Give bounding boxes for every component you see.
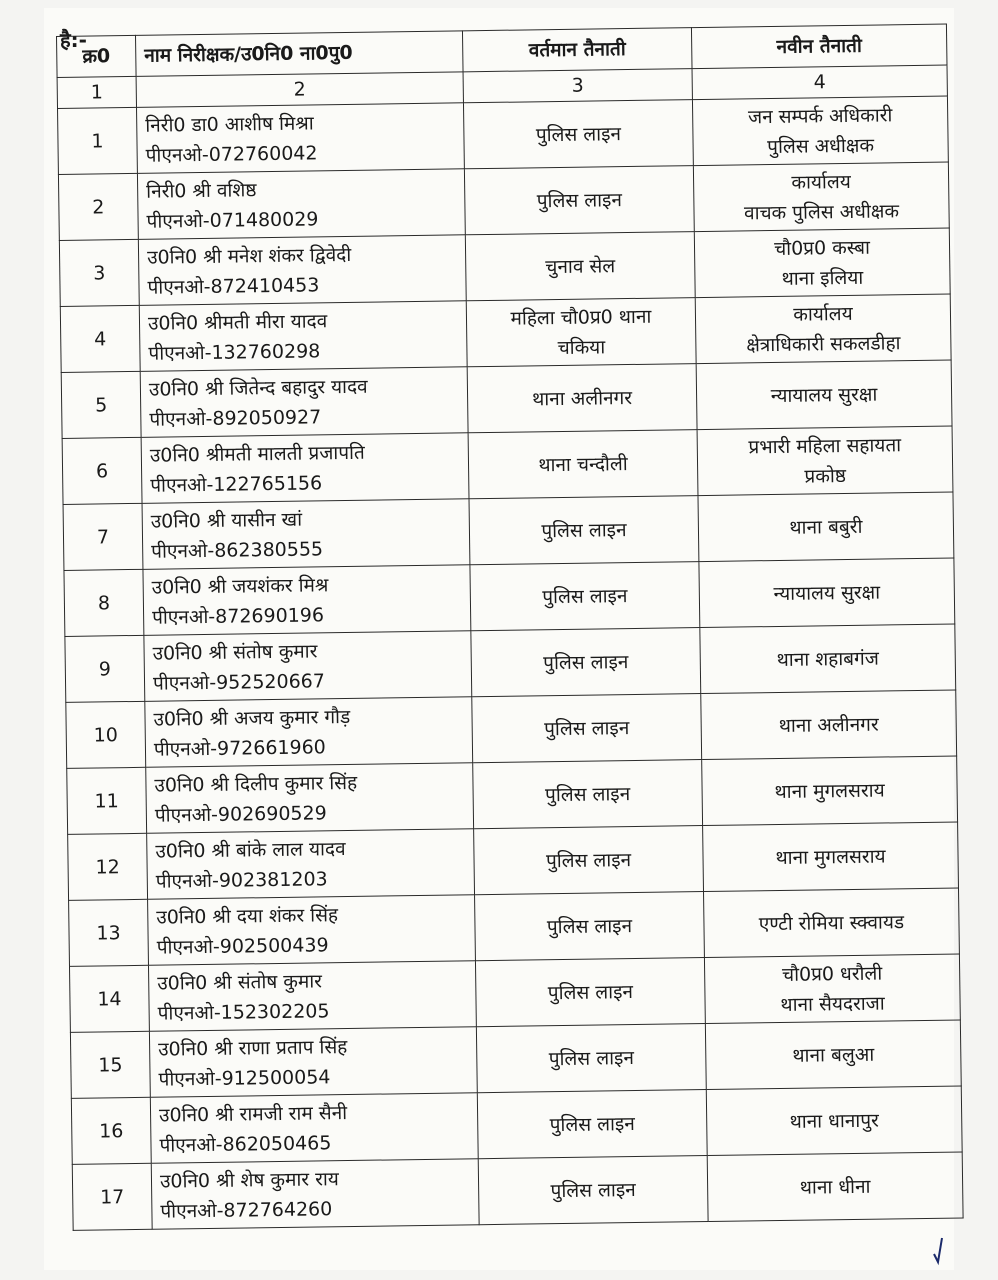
column-number: 3 [463, 69, 692, 103]
officer-name: उ0नि0 श्री बांके लाल यादव [155, 837, 346, 863]
table-row [69, 954, 960, 1032]
officer-name: उ0नि0 श्री जयशंकर मिश्र [151, 573, 329, 599]
officer-pno: पीएनओ-912500054 [158, 1065, 331, 1091]
table-row [62, 426, 953, 504]
officer-name: निरी0 श्री वशिष्ठ [146, 178, 257, 203]
officer-pno: पीएनओ-952520667 [152, 669, 326, 695]
officer-pno: पीएनओ-902500439 [156, 933, 329, 959]
officer-cell [138, 235, 466, 306]
serial-number: 2 [58, 173, 138, 240]
table-row [67, 756, 958, 834]
new-posting-line: प्रकोष्ठ [804, 464, 847, 488]
officer-cell [144, 631, 472, 702]
current-posting-line: पुलिस लाइन [543, 716, 630, 740]
table-row [65, 624, 956, 702]
current-posting-line: पुलिस लाइन [543, 650, 629, 674]
current-posting-line: पुलिस लाइन [548, 1046, 635, 1070]
serial-number: 8 [64, 569, 144, 636]
new-posting [697, 426, 953, 496]
new-posting-line: प्रभारी महिला सहायता [748, 433, 902, 458]
current-posting-line: पुलिस लाइन [542, 584, 628, 608]
officer-cell [137, 169, 465, 240]
officer-name: उ0नि0 श्री संतोष कुमार [157, 969, 323, 995]
current-posting-line: चुनाव सेल [545, 254, 616, 278]
header-current-posting: वर्तमान तैनाती [462, 28, 692, 72]
table-row [70, 1020, 961, 1098]
new-posting-line: थाना धानापुर [789, 1109, 879, 1133]
current-posting [465, 232, 695, 301]
officer-cell [146, 763, 474, 834]
current-posting [469, 496, 699, 565]
new-posting-line: थाना बलुआ [792, 1043, 875, 1067]
officer-pno: पीएनओ-972661960 [153, 735, 326, 761]
current-posting [475, 892, 705, 961]
new-posting [705, 1020, 961, 1090]
current-posting [466, 298, 696, 367]
officer-cell [149, 1027, 477, 1098]
new-posting [704, 954, 960, 1024]
current-posting-line: पुलिस लाइन [547, 980, 634, 1004]
serial-number: 14 [69, 965, 149, 1032]
current-posting-line: थाना चन्दौली [538, 452, 628, 476]
new-posting-line: थाना मुगलसराय [774, 779, 885, 803]
new-posting [703, 822, 959, 892]
new-posting-line: न्यायालय सुरक्षा [773, 581, 881, 605]
new-posting-line: पुलिस अधीक्षक [767, 134, 875, 158]
table-row [58, 96, 949, 174]
serial-number: 15 [70, 1031, 150, 1098]
current-posting-line: पुलिस लाइन [544, 782, 631, 806]
serial-number: 17 [72, 1163, 152, 1230]
new-posting-line: कार्यालय [793, 302, 853, 326]
column-number: 1 [57, 76, 136, 108]
table-row [72, 1152, 963, 1230]
current-posting [477, 1090, 707, 1159]
table-row [66, 690, 957, 768]
officer-cell [147, 829, 475, 900]
officer-pno: पीएनओ-902381203 [155, 867, 328, 893]
table-row [68, 822, 959, 900]
new-posting-line: थाना शहाबगंज [776, 647, 879, 671]
current-posting [474, 826, 704, 895]
new-posting-line: थाना अलीनगर [778, 713, 879, 737]
officer-pno: पीएनओ-152302205 [157, 999, 330, 1025]
officer-name: उ0नि0 श्री अजय कुमार गौड़ [153, 705, 351, 731]
officer-pno: पीएनओ-902690529 [154, 801, 327, 827]
officer-cell [141, 433, 469, 504]
new-posting [700, 624, 956, 694]
new-posting-line: क्षेत्राधिकारी सकलडीहा [746, 331, 901, 356]
officer-pno: पीएनओ-872690196 [151, 603, 325, 629]
new-posting-line: थाना मुगलसराय [775, 844, 886, 869]
column-number: 2 [136, 72, 463, 108]
current-posting-line: थाना अलीनगर [532, 386, 633, 410]
serial-number: 6 [62, 437, 142, 504]
officer-cell [148, 961, 476, 1032]
officer-cell [137, 103, 465, 174]
current-posting-line: पुलिस लाइन [550, 1178, 636, 1202]
new-posting-line: वाचक पुलिस अधीक्षक [743, 199, 900, 224]
officer-pno: पीएनओ-132760298 [148, 339, 321, 365]
officer-cell [143, 565, 471, 636]
new-posting-line: जन सम्पर्क अधिकारी [747, 103, 893, 128]
intro-text: है:- [60, 28, 87, 52]
officer-pno: पीएनओ-872410453 [147, 273, 320, 299]
officer-name: निरी0 डा0 आशीष मिश्रा [145, 111, 314, 137]
new-posting-line: न्यायालय सुरक्षा [770, 383, 878, 407]
current-posting [473, 760, 703, 829]
officer-cell [150, 1093, 478, 1164]
new-posting-line: कार्यालय [791, 170, 851, 194]
current-posting [470, 562, 700, 631]
officer-name: उ0नि0 श्री मनेश शंकर द्विवेदी [146, 243, 352, 269]
current-posting [464, 166, 694, 235]
current-posting [468, 430, 698, 499]
officer-name: उ0नि0 श्रीमती मालती प्रजापति [149, 441, 365, 467]
new-posting [699, 558, 955, 628]
serial-number: 5 [61, 371, 141, 438]
new-posting [693, 162, 949, 232]
table-row [58, 162, 949, 240]
table-row [71, 1086, 962, 1164]
officer-pno: पीएनओ-862380555 [151, 537, 324, 563]
serial-number: 4 [60, 305, 140, 372]
serial-number: 3 [59, 239, 139, 306]
new-posting [706, 1086, 962, 1156]
current-posting [463, 100, 693, 169]
new-posting-line: थाना धीना [799, 1175, 871, 1199]
serial-number: 10 [66, 701, 146, 768]
officer-pno: पीएनओ-892050927 [149, 405, 322, 431]
table-row [63, 492, 954, 570]
officer-cell [139, 301, 467, 372]
column-number: 4 [692, 65, 947, 100]
current-posting-line: पुलिस लाइन [541, 518, 627, 542]
table-body [58, 96, 964, 1230]
serial-number: 16 [71, 1097, 151, 1164]
officer-cell [140, 367, 468, 438]
officer-pno: पीएनओ-872764260 [160, 1197, 333, 1223]
new-posting [695, 294, 951, 364]
new-posting-line: थाना सैयदराजा [780, 992, 885, 1016]
table-row [64, 558, 955, 636]
current-posting-line: पुलिस लाइन [536, 188, 623, 212]
officer-cell [148, 895, 476, 966]
new-posting [702, 756, 958, 826]
officer-pno: पीएनओ-862050465 [159, 1131, 332, 1157]
header-serial: क्र0 [57, 35, 137, 77]
table-row [59, 228, 950, 306]
current-posting-line: महिला चौ0प्र0 थाना [510, 305, 652, 330]
posting-table [56, 24, 964, 1231]
current-posting-line: पुलिस लाइन [545, 848, 632, 872]
header-name: नाम निरीक्षक/उ0नि0 ना0पु0 [135, 31, 463, 77]
new-posting-line: थाना बबुरी [789, 515, 863, 539]
serial-number: 1 [58, 107, 138, 174]
current-posting-line: पुलिस लाइन [535, 122, 622, 146]
officer-cell [145, 697, 473, 768]
officer-name: उ0नि0 श्री दया शंकर सिंह [156, 903, 339, 929]
officer-name: उ0नि0 श्री यासीन खां [150, 508, 303, 533]
serial-number: 7 [63, 503, 143, 570]
new-posting [701, 690, 957, 760]
new-posting-line: एण्टी रोमिया स्क्वायड [758, 910, 905, 935]
officer-cell [151, 1159, 479, 1230]
officer-name: उ0नि0 श्री शेष कुमार राय [159, 1167, 339, 1193]
current-posting [471, 628, 701, 697]
serial-number: 12 [68, 833, 148, 900]
officer-name: उ0नि0 श्रीमती मीरा यादव [147, 309, 328, 335]
new-posting [696, 360, 952, 430]
serial-number: 9 [65, 635, 145, 702]
new-posting [707, 1152, 963, 1222]
officer-name: उ0नि0 श्री जितेन्द बहादुर यादव [148, 375, 368, 401]
table-row [69, 888, 960, 966]
new-posting [694, 228, 950, 298]
officer-name: उ0नि0 श्री संतोष कुमार [152, 639, 318, 665]
new-posting [692, 96, 948, 166]
current-posting-line: चकिया [557, 335, 606, 359]
serial-number: 13 [69, 899, 149, 966]
officer-name: उ0नि0 श्री रामजी राम सैनी [158, 1101, 348, 1127]
officer-name: उ0नि0 श्री दिलीप कुमार सिंह [154, 771, 358, 797]
new-posting [704, 888, 960, 958]
current-posting [476, 1024, 706, 1093]
pen-mark-icon [930, 1236, 950, 1266]
officer-pno: पीएनओ-071480029 [146, 207, 319, 233]
table-row [61, 360, 952, 438]
new-posting-line: थाना इलिया [781, 266, 864, 290]
new-posting-line: चौ0प्र0 कस्बा [773, 236, 871, 260]
new-posting [698, 492, 954, 562]
current-posting [478, 1156, 708, 1225]
current-posting-line: पुलिस लाइन [549, 1112, 635, 1136]
current-posting [472, 694, 702, 763]
header-new-posting: नवीन तैनाती [691, 24, 947, 69]
officer-cell [142, 499, 470, 570]
table-row [60, 294, 951, 372]
current-posting-line: पुलिस लाइन [546, 914, 633, 938]
new-posting-line: चौ0प्र0 धरौली [781, 962, 883, 986]
current-posting [475, 958, 705, 1027]
serial-number: 11 [67, 767, 147, 834]
current-posting [467, 364, 697, 433]
officer-pno: पीएनओ-072760042 [145, 141, 318, 167]
officer-pno: पीएनओ-122765156 [150, 471, 323, 497]
officer-name: उ0नि0 श्री राणा प्रताप सिंह [158, 1035, 348, 1061]
